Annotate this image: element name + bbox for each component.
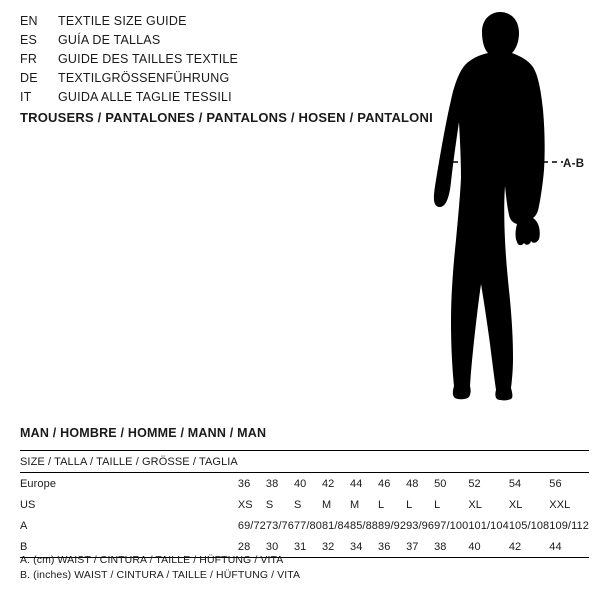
language-text: TEXTILE SIZE GUIDE	[58, 14, 187, 28]
table-cell: 109/112	[549, 519, 589, 532]
table-cell: 46	[378, 477, 391, 490]
table-cell: L	[406, 498, 413, 511]
table-cell: S	[293, 498, 302, 511]
language-text: TEXTILGRÖSSENFÜHRUNG	[58, 71, 230, 85]
table-cell: 30	[266, 536, 294, 558]
table-cell	[266, 451, 294, 473]
table-cell: XXL	[549, 498, 571, 511]
measure-label-ab: A-B	[563, 158, 585, 170]
table-cell: 42	[321, 477, 335, 490]
table-cell	[434, 451, 468, 473]
table-cell	[468, 451, 508, 473]
table-cell: M	[350, 498, 360, 511]
table-cell: 81/84	[321, 519, 350, 532]
language-text: GUIDA ALLE TAGLIE TESSILI	[58, 90, 232, 104]
table-row	[20, 451, 589, 473]
table-cell	[378, 451, 406, 473]
table-cell: M	[321, 498, 332, 511]
language-code: FR	[20, 52, 38, 66]
table-cell	[350, 451, 378, 473]
table-cell: 36	[237, 477, 251, 490]
language-row	[20, 14, 380, 33]
language-text: GUÍA DE TALLAS	[58, 33, 161, 47]
table-cell: 105/108	[508, 519, 550, 532]
language-code: DE	[20, 71, 38, 85]
table-cell: 40	[468, 536, 508, 558]
language-list	[20, 14, 380, 109]
table-cell: 50	[434, 477, 447, 490]
size-table	[20, 450, 589, 558]
table-cell: XL	[508, 498, 523, 511]
table-cell: 97/100	[434, 519, 469, 532]
table-cell: 38	[265, 477, 279, 490]
table-cell: 93/96	[406, 519, 435, 532]
table-cell: 89/92	[378, 519, 407, 532]
language-row	[20, 90, 380, 109]
table-cell: 48	[406, 477, 419, 490]
row-label: B	[20, 536, 238, 558]
figure-illustration	[400, 10, 600, 410]
table-row	[20, 494, 589, 515]
table-cell: 44	[350, 477, 363, 490]
table-cell	[549, 451, 589, 473]
footnotes	[20, 553, 300, 583]
table-cell: 69/72	[237, 519, 266, 532]
language-row	[20, 33, 380, 52]
garment-title: TROUSERS / PANTALONES / PANTALONS / HOSEN / PANTALONI	[20, 110, 433, 125]
row-label: US	[20, 498, 36, 511]
standing-man-silhouette-icon	[400, 10, 600, 410]
table-cell: 101/104	[468, 519, 509, 532]
row-label: Europe	[20, 477, 57, 490]
table-cell: 31	[294, 536, 322, 558]
table-cell: 85/88	[350, 519, 379, 532]
table-row	[20, 473, 589, 495]
row-label: SIZE / TALLA / TAILLE / GRÖSSE / TAGLIA	[20, 451, 238, 473]
table-cell	[406, 451, 434, 473]
table-cell: L	[378, 498, 385, 511]
language-row	[20, 71, 380, 90]
table-cell: S	[265, 498, 274, 511]
table-cell: 32	[322, 536, 350, 558]
table-title: MAN / HOMBRE / HOMME / MANN / MAN	[20, 426, 267, 440]
table-cell: 56	[549, 477, 562, 490]
language-code: EN	[20, 14, 38, 28]
table-cell: XL	[468, 498, 482, 511]
footnote-a: A. (cm) WAIST / CINTURA / TAILLE / HÜFTUNG / VITA	[20, 554, 284, 566]
language-code: ES	[20, 33, 38, 47]
table-cell	[238, 451, 266, 473]
table-cell: 77/80	[293, 519, 322, 532]
table-cell: 52	[468, 477, 481, 490]
table-cell: 44	[549, 536, 589, 558]
table-cell: 73/76	[265, 519, 294, 532]
table-cell: 38	[434, 536, 468, 558]
footnote-b: B. (inches) WAIST / CINTURA / TAILLE / HÜFTUNG / VITA	[20, 569, 301, 581]
table-cell: 37	[406, 536, 434, 558]
table-cell	[509, 451, 549, 473]
table-row	[20, 515, 589, 536]
table-cell: L	[434, 498, 441, 511]
table-cell: 54	[508, 477, 522, 490]
table-cell: 36	[378, 536, 406, 558]
table-cell: 42	[509, 536, 549, 558]
language-row	[20, 52, 380, 71]
table-cell: 34	[350, 536, 378, 558]
table-cell	[322, 451, 350, 473]
language-text: GUIDE DES TAILLES TEXTILE	[58, 52, 239, 66]
table-cell: 40	[293, 477, 307, 490]
table-cell	[294, 451, 322, 473]
row-label: A	[20, 519, 28, 532]
table-cell: XS	[237, 498, 253, 511]
table-cell: 28	[238, 536, 266, 558]
language-code: IT	[20, 90, 32, 104]
